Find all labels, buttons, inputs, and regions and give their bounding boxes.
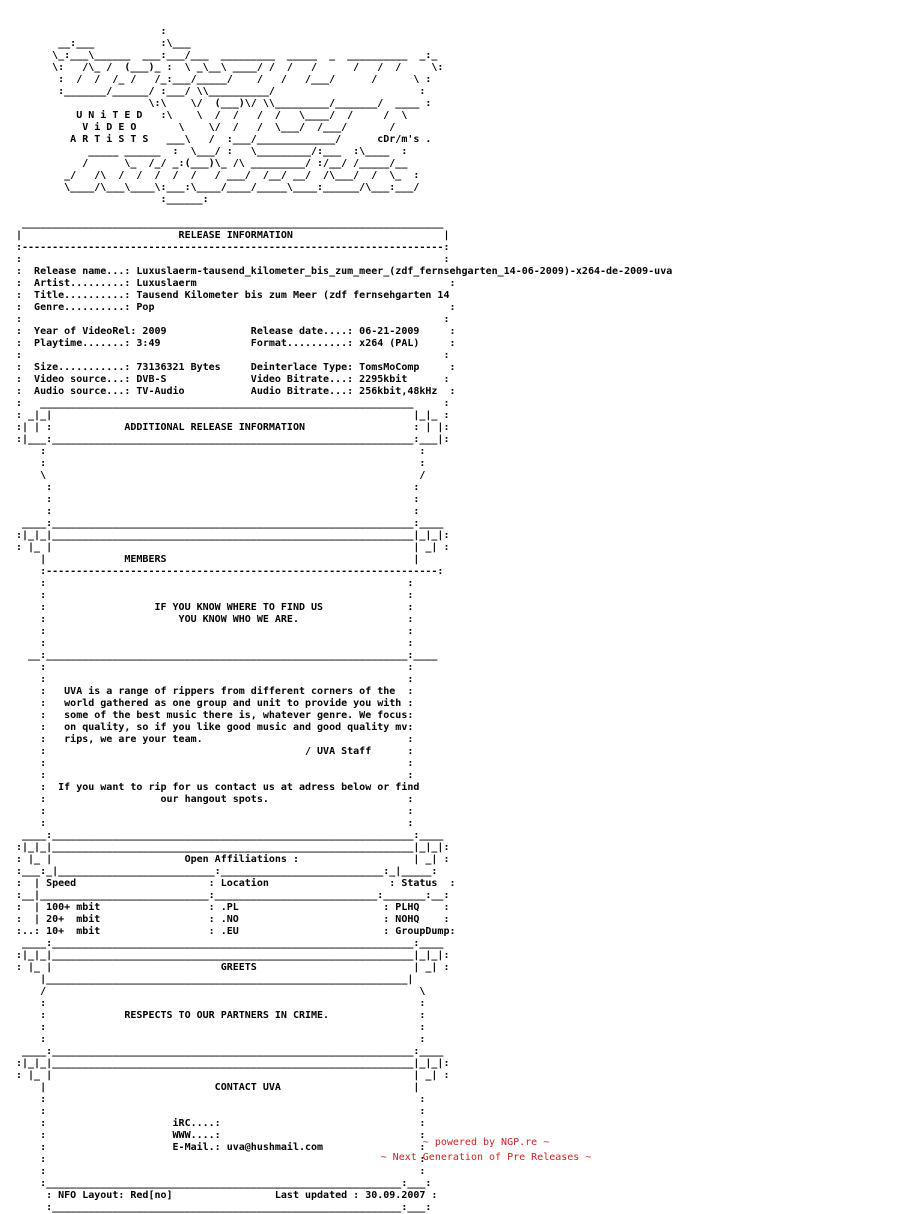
nfo-line: | MEMBERS |: [16, 554, 420, 565]
nfo-line: __:___ :\___: [16, 38, 191, 49]
nfo-line: / \: [16, 986, 426, 997]
nfo-line: :_______/______/ :___/ \\__________/ :: [16, 86, 426, 97]
nfo-line: : Year of VideoRel: 2009 Release date....: 06-21-2009 :: [16, 326, 456, 337]
nfo-line: : | 20+ mbit : .NO : NOHQ :: [16, 914, 450, 925]
nfo-line: :|_|_|____________________________________________________________|_|_|:: [16, 530, 450, 541]
nfo-line: : :: [16, 446, 426, 457]
nfo-line: ____:____________________________________________________________:____: [16, 938, 444, 949]
nfo-line: : :: [16, 1022, 426, 1033]
nfo-line: ______________________________________________________________________: [16, 218, 444, 229]
nfo-line: : Size...........: 73136321 Bytes Deinterlace Type: TomsMoComp :: [16, 362, 456, 373]
nfo-line: __:____________________________________________________________:____: [16, 650, 438, 661]
nfo-line: / \_ /_/ _:(___)\_ /\ _________/ :/__/ /_____/__: [16, 158, 408, 169]
nfo-line: : _|_| |_|_ :: [16, 410, 450, 421]
footer-powered-by: ~ powered by NGP.re ~: [422, 1137, 550, 1148]
nfo-line: : |_ | | _| :: [16, 1070, 450, 1081]
footer-tagline: ~ Next Generation of Pre Releases ~: [380, 1152, 592, 1163]
nfo-line: :___________________________________________________________:___:: [16, 1178, 432, 1189]
nfo-line: : :: [16, 758, 414, 769]
nfo-line: ____:____________________________________________________________:____: [16, 518, 444, 529]
nfo-line: : :: [16, 818, 414, 829]
nfo-line: : rips, we are your team. :: [16, 734, 414, 745]
nfo-line: ____:____________________________________________________________:____: [16, 830, 444, 841]
nfo-line: : ______________________________________________________________ :: [16, 398, 450, 409]
nfo-line: : :: [16, 662, 414, 673]
nfo-line: : :: [16, 674, 414, 685]
nfo-line: : |_ | | _| :: [16, 542, 450, 553]
nfo-line: : Genre..........: Pop :: [16, 302, 456, 313]
nfo-line: :__________________________________________________________:___:: [16, 1202, 432, 1213]
nfo-line: : :: [16, 770, 414, 781]
nfo-line: : Title..........: Tausend Kilometer bis zum Meer (zdf fernsehgarten 14: [16, 290, 450, 301]
nfo-line: :| | : ADDITIONAL RELEASE INFORMATION : | |:: [16, 422, 450, 433]
nfo-line: : :: [16, 998, 426, 1009]
nfo-line: :___:_|__________________________:___________________________:_|_____:: [16, 866, 438, 877]
nfo-line: : :: [16, 506, 420, 517]
nfo-line: : UVA is a range of rippers from different corners of the :: [16, 686, 414, 697]
nfo-line: \____/\___\____\:___:\____/____/_____\____:______/\___:___/: [16, 182, 420, 193]
nfo-line: : IF YOU KNOW WHERE TO FIND US :: [16, 602, 414, 613]
nfo-line: _____ ______ : \___/ : \_________/:___ :\____ :: [16, 146, 408, 157]
nfo-line: :: [16, 26, 167, 37]
nfo-line: : Audio source...: TV-Audio Audio Bitrate...: 256kbit,48kHz :: [16, 386, 456, 397]
nfo-line: : E-Mail.: uva@hushmail.com :: [16, 1142, 426, 1153]
nfo-line: : some of the best music there is, whatever genre. We focus:: [16, 710, 414, 721]
nfo-line: ____:____________________________________________________________:____: [16, 1046, 444, 1057]
nfo-line: : :: [16, 590, 414, 601]
nfo-line: |____________________________________________________________|: [16, 974, 414, 985]
nfo-line: :__|____________________________:___________________________:_______:__:: [16, 890, 450, 901]
nfo-line: : YOU KNOW WHO WE ARE. :: [16, 614, 414, 625]
nfo-line: U N i T E D :\ \ / / / / \____/ / / \: [16, 110, 408, 121]
nfo-line: : :: [16, 1166, 426, 1177]
nfo-line: : :: [16, 350, 450, 361]
nfo-line: : :: [16, 1034, 426, 1045]
nfo-line: : Video source...: DVB-S Video Bitrate...: 2295kbit :: [16, 374, 450, 385]
nfo-line: : / / /_ / /_:___/_____/ / / /___/ / \ :: [16, 74, 432, 85]
nfo-line: :|_|_|____________________________________________________________|_|_|:: [16, 842, 450, 853]
nfo-line: :|_|_|____________________________________________________________|_|_|:: [16, 1058, 450, 1069]
nfo-line: : NFO Layout: Red[no] Last updated : 30.09.2007 :: [16, 1190, 438, 1201]
nfo-line: A R T i S T S ___\ / :___/_____________/ cDr/m's .: [16, 134, 432, 145]
nfo-line: : Release name...: Luxuslaerm-tausend_kilometer_bis_zum_meer_(zdf_fernsehgarten_14-06-2009)-x264-de-2009-uva: [16, 266, 673, 277]
nfo-line: : |_ | Open Affiliations : | _| :: [16, 854, 450, 865]
nfo-line: :______:: [16, 194, 209, 205]
nfo-line: [16, 206, 672, 218]
nfo-line: \_:___\______ ___:___/___ _________ _____ _ __________ _:_: [16, 50, 438, 61]
nfo-line: : iRC....: :: [16, 1118, 426, 1129]
nfo-line: : :: [16, 254, 450, 265]
nfo-line: | RELEASE INFORMATION |: [16, 230, 450, 241]
nfo-line: :-----------------------------------------------------------------:: [16, 566, 444, 577]
nfo-text: [16, 26, 672, 1214]
nfo-line: : Playtime.......: 3:49 Format..........: x264 (PAL) :: [16, 338, 456, 349]
nfo-line: : :: [16, 1106, 426, 1117]
nfo-line: : :: [16, 578, 414, 589]
nfo-line: _/ /\ / / / / / / ___/ /__/ __/ /\___/ / \_ :: [16, 170, 420, 181]
nfo-line: : | 100+ mbit : .PL : PLHQ :: [16, 902, 450, 913]
nfo-line: : WWW....: :: [16, 1130, 426, 1141]
nfo-line: V i D E O \ \/ / / \___/ /___/ /: [16, 122, 396, 133]
nfo-line: : | Speed : Location : Status :: [16, 878, 456, 889]
nfo-line: : :: [16, 626, 414, 637]
nfo-line: : If you want to rip for us contact us at adress below or find: [16, 782, 420, 793]
nfo-line: | CONTACT UVA |: [16, 1082, 420, 1093]
nfo-line: : Artist.........: Luxuslaerm :: [16, 278, 456, 289]
nfo-line: \: /\_ / (___)_ : \ _\__\ ____/ / / / / / / \:: [16, 62, 444, 73]
nfo-line: : :: [16, 1154, 426, 1165]
nfo-line: : :: [16, 458, 426, 469]
nfo-line: :|___:____________________________________________________________:___|:: [16, 434, 450, 445]
nfo-line: : :: [16, 1094, 426, 1105]
nfo-line: : |_ | GREETS | _| :: [16, 962, 450, 973]
nfo-line: : :: [16, 638, 414, 649]
nfo-line: : / UVA Staff :: [16, 746, 414, 757]
nfo-line: :|_|_|____________________________________________________________|_|_|:: [16, 950, 450, 961]
nfo-line: : world gathered as one group and unit to provide you with :: [16, 698, 414, 709]
nfo-line: : RESPECTS TO OUR PARTNERS IN CRIME. :: [16, 1010, 426, 1021]
nfo-line: : :: [16, 314, 450, 325]
nfo-line: : on quality, so if you like good music and good quality mv:: [16, 722, 414, 733]
nfo-line: : :: [16, 494, 420, 505]
nfo-line: \ /: [16, 470, 426, 481]
nfo-line: : our hangout spots. :: [16, 794, 414, 805]
nfo-line: :----------------------------------------------------------------------:: [16, 242, 450, 253]
nfo-line: \:\ \/ (___)\/ \\_________/_______/ ____ :: [16, 98, 432, 109]
nfo-line: :..: 10+ mbit : .EU : GroupDump:: [16, 926, 456, 937]
nfo-line: : :: [16, 806, 414, 817]
nfo-line: : :: [16, 482, 420, 493]
